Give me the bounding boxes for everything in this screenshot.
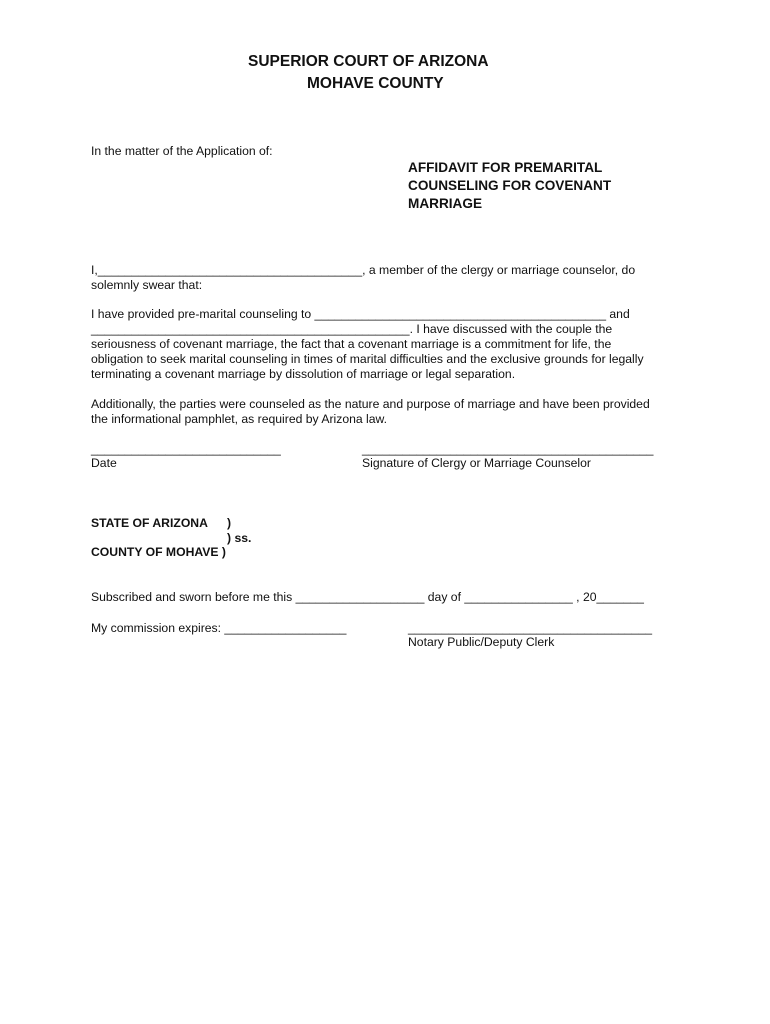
notary-label: Notary Public/Deputy Clerk [408,635,555,649]
county-title: MOHAVE COUNTY [307,75,444,92]
notary-signature-line[interactable]: ____________________________________ [408,621,653,635]
venue-county: COUNTY OF MOHAVE ) [91,545,226,559]
oath-line: I,_______________________________________, a member of the clergy or marriage counselor, do [91,263,636,277]
additionally-paragraph [91,397,650,427]
venue-state: STATE OF ARIZONA [91,516,208,530]
date-signature-line[interactable]: ____________________________ [91,442,281,456]
counseling-line: seriousness of covenant marriage, the fact that a covenant marriage is a commitment for life, the [91,337,612,351]
court-title: SUPERIOR COURT OF ARIZONA [248,53,489,70]
clergy-signature-label: Signature of Clergy or Marriage Counselor [362,456,591,470]
oath-line: solemnly swear that: [91,278,203,292]
subscribed-sworn-line[interactable]: Subscribed and sworn before me this ___________________ day of ________________ , 20_______ [91,590,644,604]
additionally-line: Additionally, the parties were counseled as the nature and purpose of marriage and have been provided [91,397,650,411]
counseling-line: obligation to seek marital counseling in times of marital difficulties and the exclusive grounds for legally [91,352,644,366]
commission-expires-line[interactable]: My commission expires: __________________ [91,621,347,635]
clergy-signature-line[interactable]: ___________________________________________ [362,442,654,456]
venue-paren: ) [227,516,232,530]
date-label: Date [91,456,117,470]
counseling-line: I have provided pre-marital counseling to ___________________________________________ and [91,307,630,321]
matter-label: In the matter of the Application of: [91,144,273,158]
affidavit-title-line: MARRIAGE [408,196,483,211]
counseling-line: _______________________________________________. I have discussed with the couple the [91,322,613,336]
additionally-line: the informational pamphlet, as required by Arizona law. [91,412,388,426]
counseling-line: terminating a covenant marriage by dissolution of marriage or legal separation. [91,367,516,381]
oath-paragraph [91,263,635,293]
affidavit-title-line: AFFIDAVIT FOR PREMARITAL [408,160,603,175]
counseling-paragraph [91,307,644,382]
venue-ss: ) ss. [227,531,252,545]
affidavit-title [408,159,611,213]
affidavit-title-line: COUNSELING FOR COVENANT [408,178,612,193]
